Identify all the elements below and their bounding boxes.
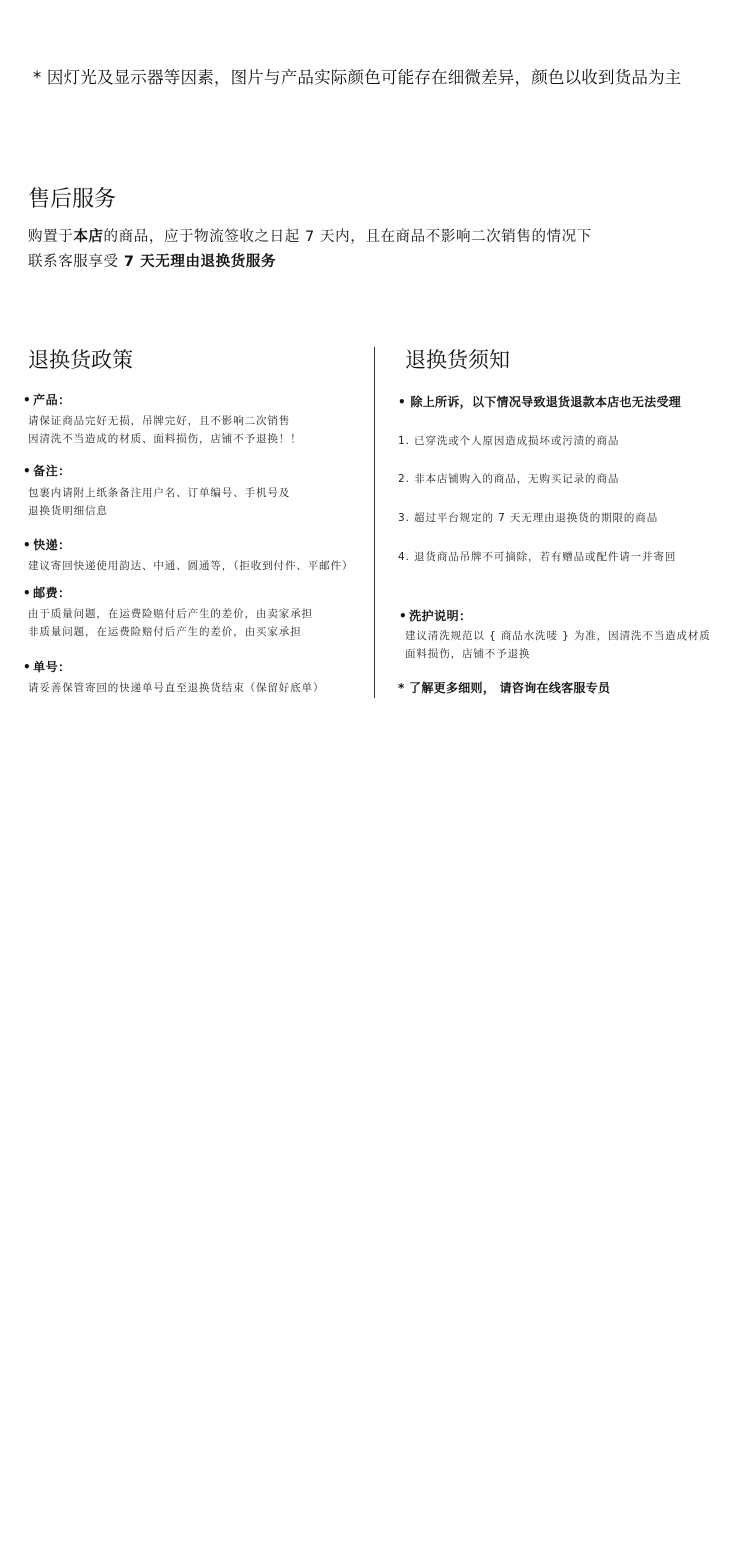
after-sales-highlight: 本店 [73,229,104,245]
wash-instructions-line: 面料损伤，店铺不予退换 [405,648,531,660]
policy-item-label: 单号： [33,660,71,674]
policy-item-remark-head [23,462,71,479]
policy-item-label: 产品： [33,393,71,407]
after-sales-line-2 [28,250,276,271]
bullet-icon: • [23,393,32,407]
bullet-icon: • [23,464,32,478]
after-sales-title: 售后服务 [28,187,117,212]
color-disclaimer: * 因灯光及显示器等因素，图片与产品实际颜色可能存在细微差异，颜色以收到货品为主 [33,68,682,87]
notes-case: 3. 超过平台规定的 7 天无理由退换货的期限的商品 [398,512,659,524]
notes-case: 4. 退货商品吊牌不可摘除，若有赠品或配件请一并寄回 [398,551,677,563]
policy-item-courier-head [23,536,71,553]
wash-instructions-line: 建议清洗规范以 { 商品水洗唛 } 为准，因清洗不当造成材质 [405,630,711,642]
bullet-icon: • [23,586,32,600]
policy-title: 退换货政策 [28,348,133,372]
policy-item-line: 请妥善保管寄回的快递单号直至退换货结束（保留好底单） [28,682,325,694]
policy-item-line: 请保证商品完好无损，吊牌完好，且不影响二次销售 [28,415,291,427]
after-sales-text: 的商品，应于物流签收之日起 7 天内，且在商品不影响二次销售的情况下 [103,229,592,245]
bullet-icon: • [23,538,32,552]
after-sales-highlight: 7 天无理由退换货服务 [123,254,277,270]
policy-item-line: 退换货明细信息 [28,505,108,517]
bullet-icon: • [23,660,32,674]
policy-item-line: 建议寄回快递使用韵达、中通、圆通等，（拒收到付件、平邮件） [28,560,354,572]
notes-title: 退换货须知 [405,348,510,372]
notes-intro [398,393,681,410]
policy-item-line: 因清洗不当造成的材质、面料损伤，店铺不予退换！！ [28,433,302,445]
policy-item-line: 非质量问题，在运费险赔付后产生的差价，由买家承担 [28,626,302,638]
wash-instructions-label: 洗护说明： [409,609,472,623]
policy-item-label: 快递： [33,538,71,552]
policy-item-label: 邮费： [33,586,71,600]
notes-case: 1. 已穿洗或个人原因造成损坏或污渍的商品 [398,435,620,447]
notes-footer: * 了解更多细则， 请咨询在线客服专员 [398,681,611,695]
notes-case: 2. 非本店铺购入的商品，无购买记录的商品 [398,473,620,485]
after-sales-text: 购置于 [28,229,74,245]
wash-instructions-head [399,607,472,624]
notes-intro-text: 除上所诉，以下情况导致退货退款本店也无法受理 [410,395,682,409]
policy-item-tracking-head [23,658,71,675]
policy-item-postage-head [23,584,71,601]
policy-item-product-head [23,391,71,408]
column-divider [374,347,375,698]
bullet-icon: • [398,395,411,409]
after-sales-text: 联系客服享受 [28,254,124,270]
policy-item-label: 备注： [33,464,71,478]
policy-item-line: 包裹内请附上纸条备注用户名、订单编号、手机号及 [28,487,291,499]
after-sales-line-1 [28,225,592,246]
policy-item-line: 由于质量问题，在运费险赔付后产生的差价，由卖家承担 [28,608,313,620]
bullet-icon: • [399,609,408,623]
